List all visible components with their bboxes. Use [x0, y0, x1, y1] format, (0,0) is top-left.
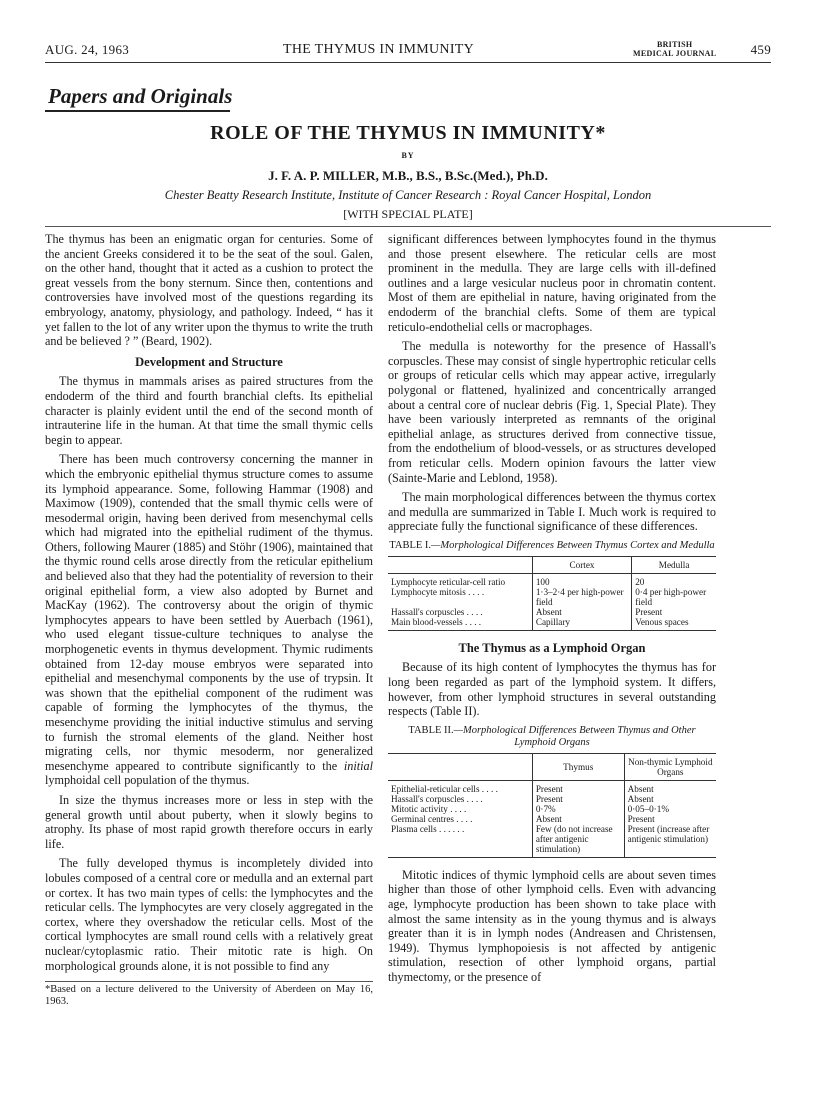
table-row — [388, 794, 716, 804]
right-column — [388, 232, 716, 1092]
table-row — [388, 607, 716, 617]
table-cell: 0·7% — [532, 804, 624, 814]
paragraph-lymphoid-system: Because of its high content of lymphocytes the thymus has for long been regarded as part of the lymphoid system. It differs, however, from other lymphoid structures in several outstanding respects (Table II). — [388, 660, 716, 719]
left-column — [45, 232, 373, 1052]
table-cell: Absent — [532, 814, 624, 824]
table2-header-row — [388, 753, 716, 780]
table-cell: Hassall's corpuscles . . . . — [391, 793, 483, 804]
running-head — [45, 40, 771, 60]
page-number: 459 — [750, 42, 771, 57]
intro-paragraph: The thymus has been an enigmatic organ for centuries. Some of the ancient Greeks considered it to be the seat of the soul. Galen, on the other hand, thought that it acted as a cushion to protect the great vessels from the bony sternum. Since then, contentions and controversies have involved most of the questions regarding its embryology, anatomy, physiology, and pathology. Indeed, “ has it yet fallen to the lot of any writer upon the thymus to write the truth and be believed ? ” (Beard, 1902). — [45, 232, 373, 349]
byline-by: BY — [401, 151, 415, 160]
journal-line-1: BRITISH — [656, 40, 693, 49]
table1-caption — [388, 540, 716, 552]
table1-caption-text: —Morphological Differences Between Thymus Cortex and Medulla — [431, 539, 715, 551]
table2-header: Non-thymic Lymphoid Organs — [624, 753, 716, 780]
table-row — [388, 617, 716, 631]
table-cell: Present — [624, 814, 716, 824]
paragraph-controversy-end: lymphoidal cell population of the thymus. — [45, 773, 250, 788]
table-cell: Present — [532, 780, 624, 794]
paragraph-reticular: significant differences between lymphocytes found in the thymus and those present elsewhere. The reticular cells are most prominent in the medulla. They are large cells with ill-defined outlines and a large vesicular nucleus poor in chromatin content. Most of them are epithelial in nature, having originated from the endoderm of the branchial clefts. Some of them are typical reticulo-endothelial cells or macrophages. — [388, 232, 716, 334]
table1-header-row — [388, 556, 716, 573]
journal-line-2: MEDICAL JOURNAL — [633, 49, 717, 58]
table-cell: 0·05–0·1% — [624, 804, 716, 814]
table2-label: TABLE II. — [408, 724, 454, 736]
table-row — [388, 804, 716, 814]
table1-header: Medulla — [632, 556, 716, 573]
table-cell: Present — [532, 794, 624, 804]
table-cell: Lymphocyte mitosis . . . . — [391, 586, 485, 597]
table1-header: Cortex — [532, 556, 631, 573]
table-cell: 1·3–2·4 per high-power field — [532, 587, 631, 607]
section-label: Papers and Originals — [48, 84, 233, 108]
table-cell: Few (do not increase after antigenic stimulation) — [532, 824, 624, 858]
table-cell: 100 — [532, 573, 631, 587]
title-rule — [45, 226, 771, 227]
table-cell: Present — [632, 607, 716, 617]
special-plate-note: [WITH SPECIAL PLATE] — [343, 207, 473, 221]
table-cell: Main blood-vessels . . . . — [388, 617, 532, 631]
table2-caption — [388, 725, 716, 749]
table-cell: 0·4 per high-power field — [632, 587, 716, 607]
issue-date: AUG. 24, 1963 — [45, 42, 130, 57]
section-rule — [45, 110, 230, 112]
paragraph-summary: The main morphological differences between the thymus cortex and medulla are summarized in Table I. Much work is required to appreciate fully the functional significance of these differences. — [388, 490, 716, 534]
table2 — [388, 753, 716, 858]
section-heading-lymphoid: The Thymus as a Lymphoid Organ — [458, 640, 646, 655]
table2-header: Thymus — [532, 753, 624, 780]
table-cell: Absent — [624, 794, 716, 804]
table1 — [388, 556, 716, 631]
section-heading-development: Development and Structure — [135, 354, 283, 369]
paragraph-hassall: The medulla is noteworthy for the presence of Hassall's corpuscles. These may consist of single hypertrophic reticular cells or groups of reticular cells which may appear active, irregularly polygonal or flattened, hyalinized and concentrically arranged about a central core of nuclear debris (Fig. 1, Special Plate). They have been variously interpreted as remnants of the original epithelial anlage, as structures derived from connective tissue, from the endothelium of blood-vessels, or as structures developed from reticular cells. Modern opinion favours the latter view (Sainte-Marie and Leblond, 1958). — [388, 339, 716, 485]
paragraph-structure: The fully developed thymus is incompletely divided into lobules composed of a central core or medulla and an external part or cortex. It has two main types of cells: the lymphocytes and the reticular cells. The lymphocytes are very closely aggregated in the cortex, where they overshadow the reticular cells. Most of the cortical lymphocytes are small round cells with a relatively great nuclear/cytoplasmic ratio. Their mitotic rate is high. On morphological grounds alone, it is not possible to find any — [45, 856, 373, 973]
paragraph-controversy — [45, 452, 373, 788]
table-cell: Hassall's corpuscles . . . . — [391, 606, 483, 617]
running-title: THE THYMUS IN IMMUNITY — [283, 42, 475, 57]
paragraph-size: In size the thymus increases more or less in step with the general growth until about puberty, when it slowly begins to atrophy. Its phase of most rapid growth therefore occurs in early life. — [45, 792, 373, 851]
author-line: J. F. A. P. MILLER, M.B., B.S., B.Sc.(Med.), Ph.D. — [268, 168, 548, 183]
table-cell: Venous spaces — [632, 617, 716, 631]
emphasis-initial: initial — [343, 758, 373, 773]
paragraph-controversy-text: There has been much controversy concerning the manner in which the embryonic epithelial thymus structure comes to assume its lymphoid appearance. Some, following Hammar (1908) and Maximow (1909), contended that the small thymic cells were of mesodermal origin, having been derived from mesenchymal cells which had migrated into the epithelial rudiment of the thymus. Others, following Maurer (1885) and Stöhr (1906), maintained that the thymic round cells arose directly from the reticular epithelium and believed also that they had the potentiality of reversion to their original epithelial form, a view also adopted by Burnet and MacKay (1962). The controversy about the origin of thymic lymphocytes appears to have been settled by Auerbach (1961), who used elegant tissue-culture techniques to analyse the morphogenetic events in thymus development. Thymic rudiments obtained from 12-day mouse embryos were separated into epithelial and mesenchymal components by the use of trypsin. It was shown that the epithelial component of the rudiment was capable of forming the lymphocytes of the thymus, the mesenchyme providing the initial inductive stimulus and serving to furnish the stromal elements of the gland. Neither host migrating cells, nor thymic mesoderm, nor generalized mesenchyme appeared to contribute significantly to the — [45, 452, 373, 773]
table-cell: Lymphocyte reticular-cell ratio — [391, 576, 506, 587]
article-title: ROLE OF THE THYMUS IN IMMUNITY* — [210, 122, 606, 144]
table-cell: Mitotic activity . . . . — [391, 803, 467, 814]
table-row — [388, 824, 716, 858]
table2-caption-text: —Morphological Differences Between Thymus and Other Lymphoid Organs — [453, 724, 696, 748]
table-cell: Capillary — [532, 617, 631, 631]
table-cell: Present (increase after antigenic stimulation) — [624, 824, 716, 858]
table-row — [388, 814, 716, 824]
table-row — [388, 587, 716, 607]
journal-name — [633, 40, 716, 58]
paragraph-embryology: The thymus in mammals arises as paired structures from the endoderm of the third and fourth branchial clefts. Its epithelial character is plainly evident until the end of the second month of intrauterine life in the human. At that time the small thymic cells begin to appear. — [45, 374, 373, 447]
table-row — [388, 573, 716, 587]
table-cell: Epithelial-reticular cells . . . . — [391, 783, 498, 794]
table1-header — [388, 556, 532, 573]
table-cell: Absent — [624, 780, 716, 794]
header-rule — [45, 62, 771, 63]
paragraph-mitotic-indices: Mitotic indices of thymic lymphoid cells are about seven times higher than those of other lymphoid cells. Even with advancing age, lymphocyte production has been shown to take place with almost the same intensity as in the young thymus and is always greater than it is in lymph nodes (Andreasen and Christensen, 1949). Thymus lymphopoiesis is not affected by antigenic stimulation, resection of other lymphoid organs, partial thymectomy, or the presence of — [388, 867, 716, 984]
table-row — [388, 780, 716, 794]
table2-header — [388, 753, 532, 780]
affiliation: Chester Beatty Research Institute, Institute of Cancer Research : Royal Cancer Hospital, London — [164, 188, 652, 202]
table-cell: Plasma cells . . . . . . — [388, 824, 532, 858]
table1-label: TABLE I. — [389, 539, 432, 551]
table-cell: Absent — [532, 607, 631, 617]
table-cell: 20 — [632, 573, 716, 587]
footnote: *Based on a lecture delivered to the University of Aberdeen on May 16, 1963. — [45, 981, 373, 1008]
table-cell: Germinal centres . . . . — [391, 813, 473, 824]
